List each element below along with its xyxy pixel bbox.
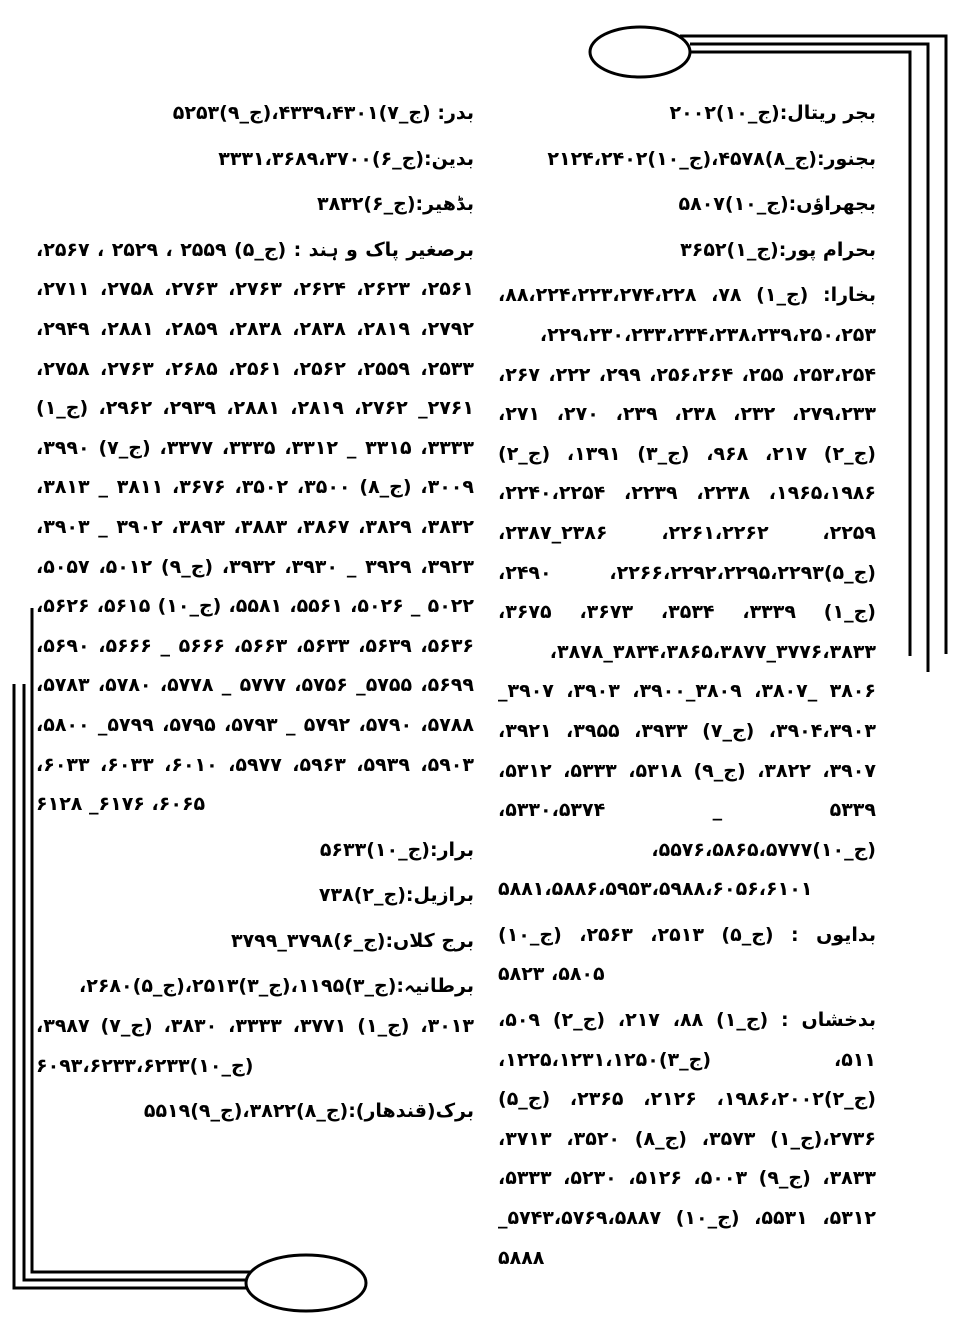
index-entry: برازیل:(ج_۲)۷۳۸ [318,884,474,907]
index-entry: بخارا: (ج_۱) ۷۸، ۸۸،۲۲۴،۲۲۳،۲۷۴،۲۲۸، ۲۲۹،۲۳۰،۲۳۳،۲۳۴،۲۳۸،۲۳۹،۲۵۰،۲۵۳، ۲۵۳،۲۵۴، ۲۵۵، ۲۵۶،۲۶۴، ۲۹۹، ۲۲۲، ۲۶۷، ۲۷۹،۲۳۳، ۲۳۲، ۲۳۸، ۲۳۹، ۲۷۰، ۲۷۱، (ج_۲) ۲۱۷، ۹۶۸، (ج_۳) ۱۳۹۱، (ج_۲) ۱۹۶۵،۱۹۸۶، ۲۲۳۸، ۲۲۳۹، ۲۲۴۰،۲۲۵۴، ۲۲۵۹، ۲۲۶۱،۲۲۶۲، ۲۳۸۶_۲۳۸۷،(ج_۵)۲۲۶۶،۲۲۹۲،۲۲۹۵،۲۲۹۳، ۲۴۹۰، (ج_۱) ۳۳۳۹، ۳۵۳۴، ۳۶۷۳، ۳۶۷۵، ۳۷۷۶،۳۸۳۳_۳۸۳۴،۳۸۶۵،۳۸۷۷_۳۸۷۸، ۳۸۰۶ _۳۸۰۷، ۳۸۰۹_۳۹۰۰، ۳۹۰۳، ۳۹۰۷_ ۳۹۰۴،۳۹۰۳، (ج_۷) ۳۹۳۳، ۳۹۵۵، ۳۹۲۱، ۳۹۰۷، ۳۸۲۲، (ج_۹) ۵۳۱۸، ۵۳۳۳، ۵۳۱۲، ۵۳۳۹ _ ۵۳۳۰،۵۳۷۴، (ج_۱۰)۵۵۷۶،۵۸۶۵،۵۷۷۷، ۵۸۸۱،۵۸۸۶،۵۹۵۳،۵۹۸۸،۶۰۵۶،۶۱۰۱ [498,284,877,901]
index-entry: بڈھیر:(ج_۶)۳۸۳۲ [316,193,474,216]
index-column-right [498,94,876,1284]
index-entry: برج کلاں:(ج_۶)۳۷۹۸_۳۷۹۹ [230,929,474,952]
index-entry: بدخشاں : (ج_۱) ۸۸، ۲۱۷، (ج_۲) ۵۰۹، ۵۱۱، (ج_۳)۱۲۲۵،۱۲۳۱،۱۲۵۰،(ج_۲)۱۹۸۶،۲۰۰۲، ۲۱۲۶، ۲۳۶۵، (ج_۵) ۲۷۳۶،(ج_۱) ۳۵۷۳، (ج_۸) ۳۵۲۰، ۳۷۱۳، ۳۸۳۳، (ج_۹) ۵۰۰۳، ۵۱۲۶، ۵۲۳۰، ۵۳۳۳، ۵۳۱۲، ۵۵۳۱، (ج_۱۰) ۵۷۴۳،۵۷۶۹،۵۸۸۷_ ۵۸۸۸ [498,1009,876,1269]
index-entry: بدایوں : (ج_۵) ۲۵۱۳، ۲۵۶۳، (ج_۱۰) ۵۸۰۵، ۵۸۲۳ [498,923,876,986]
index-entry: برک(قندھار):(ج_۸)۳۸۲۲،(ج_۹)۵۵۱۹ [143,1100,474,1123]
index-entry: بدر: (ج_۷)۴۳۳۹،۴۳۰۱،(ج_۹)۵۲۵۳ [172,102,474,124]
index-entry: برصغیر پاک و ہند : (ج_۵) ۲۵۵۹ ، ۲۵۲۹ ، ۲۵۶۷، ۲۵۶۱، ۲۶۲۳، ۲۶۲۴، ۲۷۶۳، ۲۷۶۳، ۲۷۵۸، ۲۷۱۱، ۲۷۹۲، ۲۸۱۹، ۲۸۳۸، ۲۸۳۸، ۲۸۵۹، ۲۸۸۱، ۲۹۴۹، ۲۵۳۳، ۲۵۵۹، ۲۵۶۲، ۲۵۶۱، ۲۶۸۵، ۲۷۶۳، ۲۷۵۸، ۲۷۶۱_ ۲۷۶۲، ۲۸۱۹، ۲۸۸۱، ۲۹۳۹، ۲۹۶۲، (ج_۱) ۳۳۳۳، ۳۳۱۵ _ ۳۳۱۲، ۳۳۳۵، ۳۳۷۷، (ج_۷) ۳۹۹۰، ۳۰۰۹، (ج_۸) ۳۵۰۰، ۳۵۰۲، ۳۶۷۶، ۳۸۱۱ _ ۳۸۱۳، ۳۸۳۲، ۳۸۲۹، ۳۸۶۷، ۳۸۸۳، ۳۸۹۳، ۳۹۰۲ _ ۳۹۰۳، ۳۹۲۳، ۳۹۲۹ _ ۳۹۳۰، ۳۹۳۲، (ج_۹) ۵۰۱۲، ۵۰۵۷، ۵۰۲۲ _ ۵۰۲۶، ۵۵۶۱، ۵۵۸۱، (ج_۱۰) ۵۶۱۵، ۵۶۲۶، ۵۶۳۶، ۵۶۳۹، ۵۶۳۳، ۵۶۶۳، ۵۶۶۶ _ ۵۶۶۶، ۵۶۹۰، ۵۶۹۹، ۵۷۵۵_ ۵۷۵۶، ۵۷۷۷ _ ۵۷۷۸، ۵۷۸۰، ۵۷۸۳، ۵۷۸۸، ۵۷۹۰، ۵۷۹۲ _ ۵۷۹۳، ۵۷۹۵، ۵۷۹۹_ ۵۸۰۰، ۵۹۰۳، ۵۹۳۹، ۵۹۶۳، ۵۹۷۷، ۶۰۱۰، ۶۰۳۳، ۶۰۳۳، ۶۰۶۵، ۶۱۷۶_ ۶۱۲۸ [36,238,475,816]
index-entry: بحرام پور:(ج_۱)۳۶۵۲ [680,238,876,261]
index-entry: بجھراؤں:(ج_۱۰)۵۸۰۷ [678,193,876,216]
index-entry: برطانیہ:(ج_۳)۱۱۹۵،(ج_۳)۲۵۱۳،(ج_۵)۲۶۸۰، ۳۰۱۳، (ج_۱) ۳۷۷۱، ۳۳۳۳، ۳۸۳۰، (ج_۷) ۳۹۸۷،(ج_۱۰)۶۰۹۳،۶۲۳۳،۶۲۳۳ [36,975,474,1077]
index-entry: بدین:(ج_۶)۳۳۳۱،۳۶۸۹،۳۷۰۰ [218,147,474,170]
index-entry: بجنور:(ج_۸)۴۵۷۸،(ج_۱۰)۲۱۲۴،۲۴۰۲ [547,147,876,170]
index-column-left [36,94,474,1138]
index-entry: بجر ریتال:(ج_۱۰)۲۰۰۲ [669,102,876,124]
index-entry: برار:(ج_۱۰)۵۶۳۳ [319,838,474,861]
